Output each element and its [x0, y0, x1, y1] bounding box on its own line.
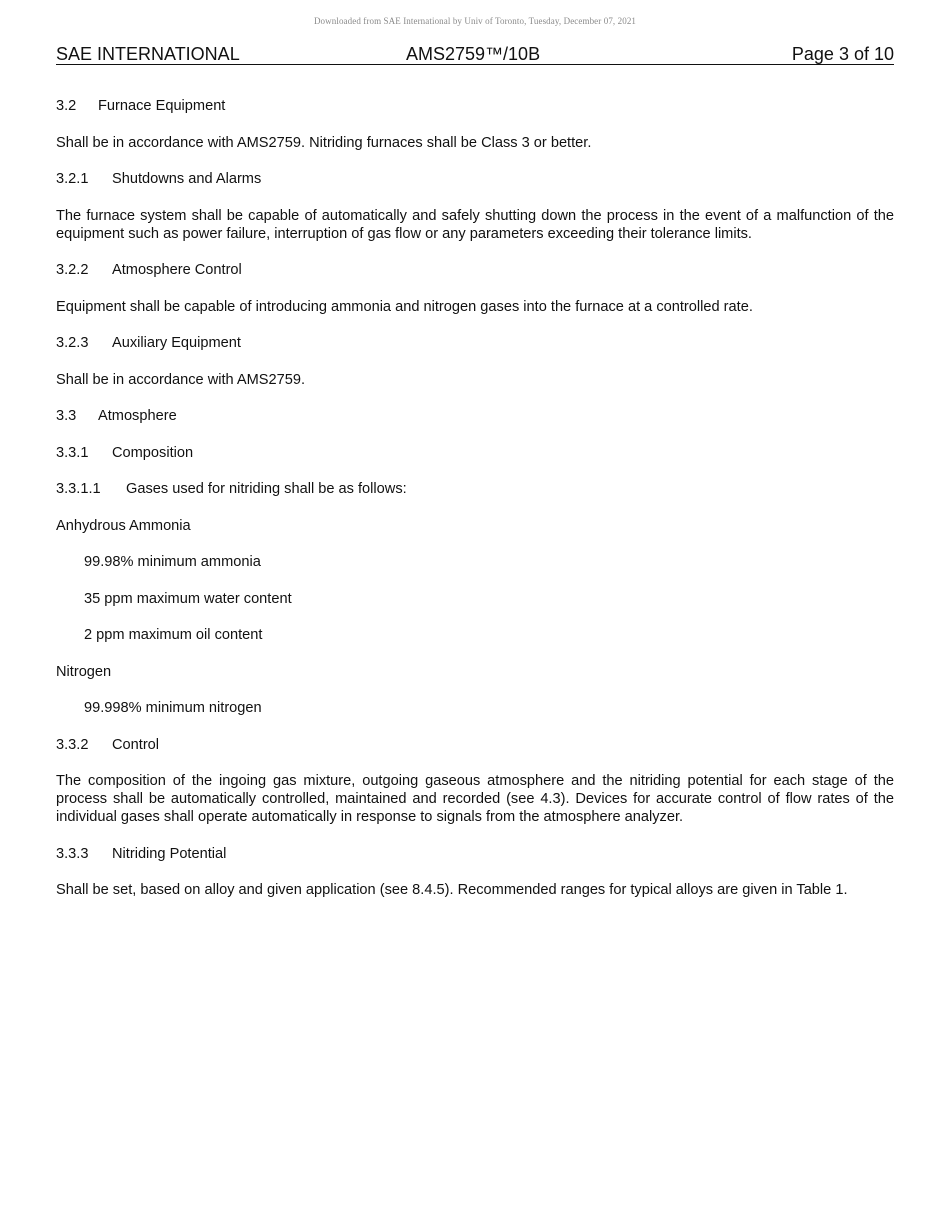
gas-spec-item: 99.98% minimum ammonia	[84, 554, 261, 570]
gas-label-nitrogen: Nitrogen	[56, 663, 112, 680]
section-heading-3-3-2	[56, 736, 894, 754]
section-number: 3.2.3	[56, 335, 89, 351]
section-paragraph-3-2-2: Equipment shall be capable of introducing ammonia and nitrogen gases into the furnace at a controlled rate.	[56, 298, 753, 315]
section-number: 3.3.2	[56, 736, 89, 753]
gas-spec-item: 35 ppm maximum water content	[84, 590, 292, 607]
section-heading-3-3	[56, 407, 894, 425]
section-heading-3-2-2	[56, 261, 894, 279]
gas-label-ammonia: Anhydrous Ammonia	[56, 517, 191, 534]
section-number: 3.2.1	[56, 171, 89, 187]
header-organization: SAE INTERNATIONAL	[56, 44, 240, 64]
section-number: 3.3.1	[56, 444, 89, 461]
section-title: Shutdowns and Alarms	[112, 171, 262, 187]
section-paragraph-3-3-3: Shall be set, based on alloy and given application (see 8.4.5). Recommended ranges for typical alloys are given in Table 1.	[56, 882, 848, 898]
section-paragraph-3-2: Shall be in accordance with AMS2759. Nitriding furnaces shall be Class 3 or better.	[56, 134, 592, 151]
header-page-number: Page 3 of 10	[791, 44, 894, 64]
section-paragraph-3-3-2: The composition of the ingoing gas mixture, outgoing gaseous atmosphere and the nitriding potential for each stage of the process shall be automatically controlled, maintained and recorded (see 4.3). Devices for accurate control of flow rates of the individual gases shall operate automatically in response to signals from the atmosphere analyzer.	[56, 773, 894, 825]
gas-spec-item: 99.998% minimum nitrogen	[84, 700, 262, 716]
section-title: Auxiliary Equipment	[112, 335, 241, 351]
section-heading-3-3-1-1	[56, 480, 894, 498]
section-heading-3-2	[56, 97, 894, 115]
section-title: Furnace Equipment	[98, 98, 226, 114]
section-heading-3-3-3	[56, 845, 894, 863]
gas-spec-item: 2 ppm maximum oil content	[84, 627, 263, 643]
section-title: Gases used for nitriding shall be as follows:	[126, 481, 407, 497]
section-heading-3-3-1	[56, 444, 894, 462]
page-header	[56, 44, 894, 65]
section-number: 3.3.1.1	[56, 481, 101, 497]
download-watermark: Downloaded from SAE International by Univ of Toronto, Tuesday, December 07, 2021	[313, 16, 637, 26]
section-paragraph-3-2-3: Shall be in accordance with AMS2759.	[56, 371, 306, 388]
section-number: 3.3	[56, 408, 77, 424]
section-title: Atmosphere	[98, 408, 177, 424]
section-number: 3.2.2	[56, 262, 89, 278]
section-heading-3-2-1	[56, 170, 894, 188]
section-number: 3.2	[56, 98, 77, 114]
section-title: Composition	[112, 444, 194, 461]
document-body	[56, 97, 894, 918]
section-number: 3.3.3	[56, 845, 89, 862]
section-heading-3-2-3	[56, 334, 894, 352]
header-document-id: AMS2759™/10B	[406, 44, 541, 64]
section-title: Control	[112, 736, 160, 753]
section-paragraph-3-2-1: The furnace system shall be capable of automatically and safely shutting down the process in the event of a malfunction of the equipment such as power failure, interruption of gas flow or any parameters exceeding their tolerance limits.	[56, 207, 894, 242]
section-title: Atmosphere Control	[112, 262, 242, 278]
section-title: Nitriding Potential	[112, 845, 227, 862]
